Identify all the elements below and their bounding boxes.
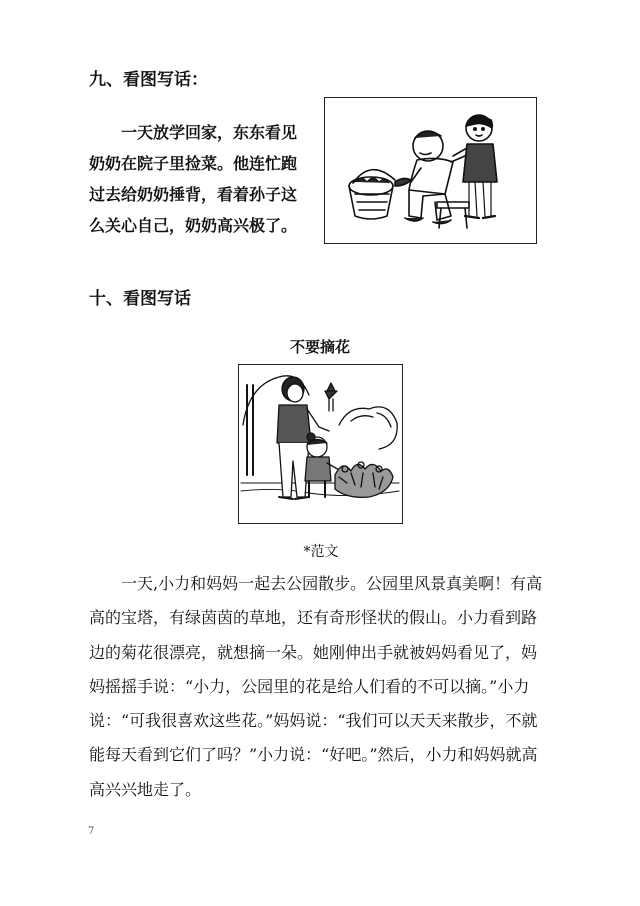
mother-body-icon — [277, 405, 311, 443]
essay-line: 一天,小力和妈妈一起去公园散步。公园里风景真美啊！有高 — [121, 574, 543, 593]
mother-daughter-flowers-illustration — [238, 364, 403, 524]
section-9-line: 过去给奶奶捶背，看着孙子这 — [89, 185, 298, 204]
grandma-grandson-illustration — [324, 97, 537, 244]
essay-line: 高兴兴地走了。 — [89, 779, 202, 799]
picture-title: 不要摘花 — [289, 338, 350, 356]
section-10-heading: 十、看图写话 — [89, 289, 191, 309]
essay-line: 说：“可我很喜欢这些花。”妈妈说：“我们可以天天来散步，不就 — [89, 711, 538, 731]
stool-icon — [437, 202, 469, 208]
model-essay-label: *范文 — [303, 544, 339, 560]
essay-line: 能每天看到它们了吗？”小力说：“好吧。”然后，小力和妈妈就高 — [89, 745, 538, 765]
page-number: 7 — [88, 826, 95, 837]
essay-line: 边的菊花很漂亮，就想摘一朵。她刚伸出手就被妈妈看见了，妈 — [89, 642, 538, 662]
chrysanthemum-bush-icon — [335, 462, 393, 497]
essay-line: 妈摇摇手说：“小力，公园里的花是给人们看的不可以摘。”小力 — [89, 676, 530, 696]
section-9-line: 么关心自己，奶奶高兴极了。 — [89, 216, 298, 235]
section-9-line: 奶奶在院子里捡菜。他连忙跑 — [89, 154, 298, 173]
model-essay-text — [89, 567, 542, 807]
grandson-body-icon — [463, 144, 497, 182]
section-9-heading: 九、看图写话： — [89, 70, 208, 90]
section-9-line: 一天放学回家，东东看见 — [121, 123, 298, 142]
tree-icon — [339, 407, 397, 449]
girl-body-icon — [305, 457, 331, 481]
essay-line: 高的宝塔，有绿茵茵的草地，还有奇形怪状的假山。小力看到路 — [89, 608, 538, 628]
pagoda-icon — [325, 383, 337, 411]
section-9-text — [89, 117, 297, 241]
